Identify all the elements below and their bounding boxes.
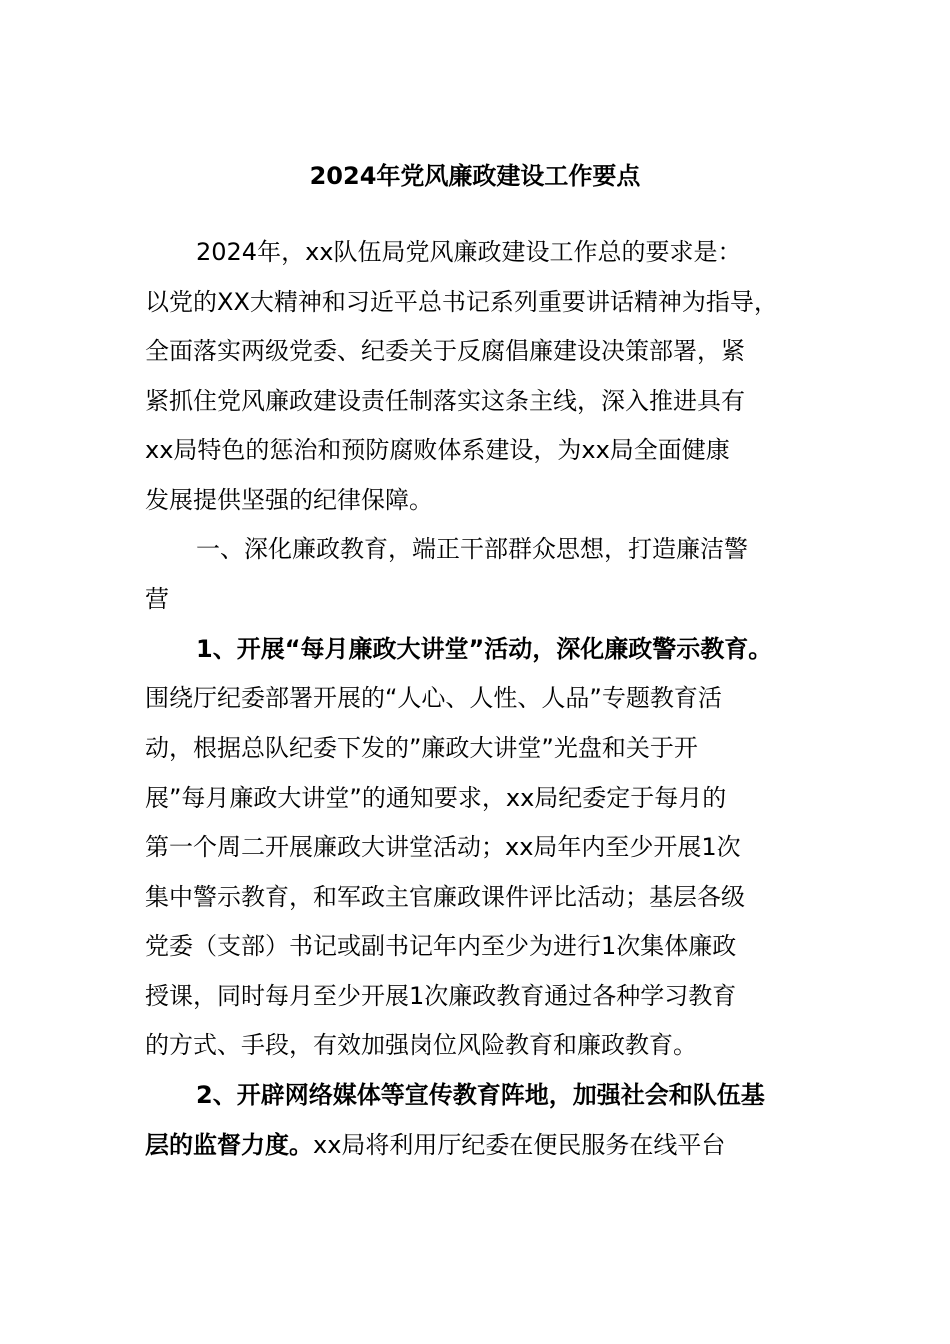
paragraph-line: 党委（支部）书记或副书记年内至少为进行1次集体廉政: [145, 932, 737, 960]
paragraph-line: 授课，同时每月至少开展1次廉政教育通过各种学习教育: [145, 982, 737, 1010]
section-heading-line: 营: [145, 585, 169, 613]
paragraph-line: 全面落实两级党委、纪委关于反腐倡廉建设决策部署，紧: [145, 337, 745, 365]
subsection-heading: 2、开辟网络媒体等宣传教育阵地，加强社会和队伍基: [196, 1081, 765, 1109]
paragraph-line: 发展提供坚强的纪律保障。: [145, 486, 433, 514]
section-heading-line: 一、深化廉政教育，端正干部群众思想，打造廉洁警: [196, 535, 748, 563]
paragraph-line: 展”每月廉政大讲堂”的通知要求，xx局纪委定于每月的: [145, 784, 727, 812]
paragraph-line: 第一个周二开展廉政大讲堂活动；xx局年内至少开展1次: [145, 833, 741, 861]
paragraph-line: 的方式、手段，有效加强岗位风险教育和廉政教育。: [145, 1031, 697, 1059]
document-title: 2024年党风廉政建设工作要点: [309, 162, 641, 190]
paragraph-line: [145, 1127, 725, 1163]
subsection-heading-tail: 层的监督力度。: [145, 1131, 313, 1159]
paragraph-line: xx局特色的惩治和预防腐败体系建设，为xx局全面健康: [145, 436, 730, 464]
paragraph-line: 2024年，xx队伍局党风廉政建设工作总的要求是：: [196, 238, 742, 266]
paragraph-text: xx局将利用厅纪委在便民服务在线平台: [313, 1131, 726, 1159]
paragraph-line: 紧抓住党风廉政建设责任制落实这条主线，深入推进具有: [145, 387, 745, 415]
paragraph-line: 以党的XX大精神和习近平总书记系列重要讲话精神为指导，: [145, 288, 778, 316]
paragraph-line: 动，根据总队纪委下发的”廉政大讲堂”光盘和关于开: [145, 734, 698, 762]
paragraph-line: 围绕厅纪委部署开展的“人心、人性、人品”专题教育活: [145, 684, 722, 712]
subsection-heading: 1、开展“每月廉政大讲堂”活动，深化廉政警示教育。: [196, 635, 773, 663]
paragraph-line: 集中警示教育，和军政主官廉政课件评比活动；基层各级: [145, 883, 745, 911]
